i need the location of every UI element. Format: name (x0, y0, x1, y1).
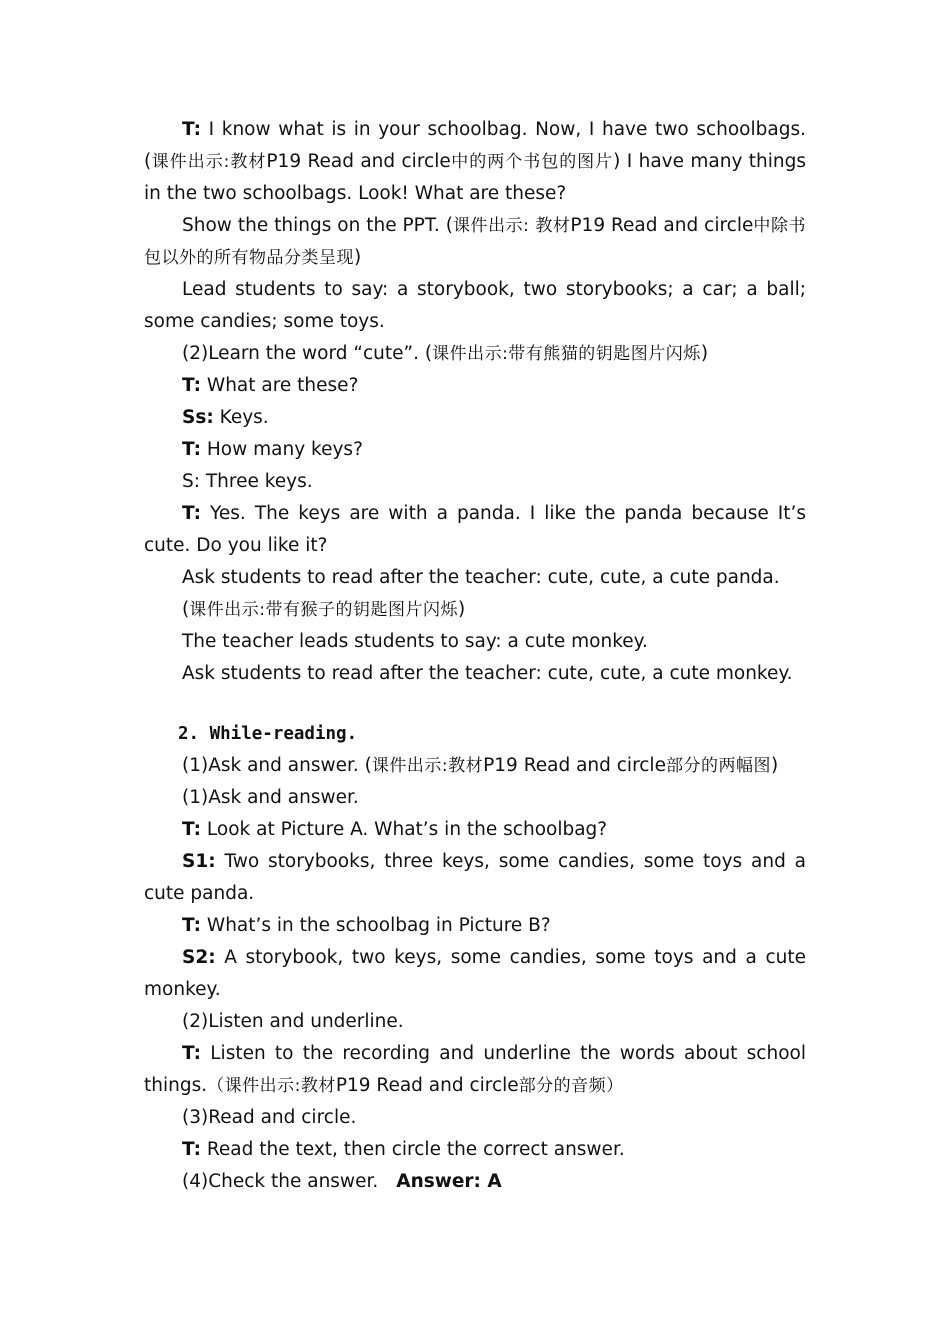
dialogue-line (144, 1134, 806, 1166)
paragraph-text: ) (700, 343, 709, 364)
document-body (144, 114, 806, 1198)
courseware-note: 课件出示: 教材 (452, 216, 571, 236)
speaker-label: T: (182, 1139, 202, 1160)
dialogue-text: Listen to the recording and underline the words about school things. (144, 1043, 806, 1096)
paragraph-text: ) I have many things in the two schoolbags. Look! What are these? (144, 151, 806, 204)
speaker-label: T: (182, 439, 202, 460)
courseware-note: （课件出示:教材 (207, 1076, 336, 1096)
answer-label: Answer: A (396, 1171, 502, 1192)
paragraph-ask-answer (144, 750, 806, 782)
paragraph-text: (2)Learn the word “cute”. ( (182, 343, 433, 364)
paragraph-listen-underline: (2)Listen and underline. (182, 1011, 404, 1032)
speaker-label: T: (182, 503, 202, 524)
dialogue-text: How many keys? (201, 439, 363, 460)
paragraph-text: P19 Read and circle (483, 755, 666, 776)
paragraph-text: ) (770, 755, 779, 776)
paragraph-text: (4)Check the answer. (182, 1171, 379, 1192)
speaker-label: T: (182, 1043, 202, 1064)
courseware-note: 部分的音频） (518, 1076, 624, 1096)
courseware-note: 中的两个书包的图片 (450, 152, 614, 172)
courseware-note: 课件出示:带有熊猫的钥匙图片闪烁 (432, 344, 701, 364)
dialogue-line (144, 942, 806, 1006)
courseware-note: 课件出示:带有猴子的钥匙图片闪烁 (189, 600, 458, 620)
dialogue-line (144, 434, 806, 466)
dialogue-text: What’s in the schoolbag in Picture B? (201, 915, 551, 936)
paragraph-ask-answer-2: (1)Ask and answer. (182, 787, 359, 808)
dialogue-text: A storybook, two keys, some candies, some toys and a cute monkey. (144, 947, 806, 1000)
spacer (144, 690, 806, 718)
dialogue-line (144, 814, 806, 846)
paragraph-lead-students: Lead students to say: a storybook, two storybooks; a car; a ball; some candies; some toys. (144, 279, 806, 332)
speaker-label: T: (182, 915, 202, 936)
courseware-note: 课件出示:教材 (371, 756, 484, 776)
paragraph-teacher-schoolbags (144, 114, 806, 210)
speaker-label: Ss: (182, 407, 214, 428)
dialogue-line (144, 846, 806, 910)
speaker-label: S2: (182, 947, 216, 968)
paragraph-read-panda: Ask students to read after the teacher: cute, cute, a cute panda. (182, 567, 780, 588)
dialogue-line (144, 910, 806, 942)
paragraph-courseware-monkey (144, 594, 806, 626)
paragraph-text: (1)Ask and answer. ( (182, 755, 372, 776)
paragraph-text: ) (354, 247, 362, 268)
courseware-note: 中除书包以外的所有物品分类呈现 (144, 216, 806, 268)
paragraph-text: ( (182, 599, 190, 620)
dialogue-line (144, 370, 806, 402)
dialogue-text: Two storybooks, three keys, some candies, some toys and a cute panda. (144, 851, 806, 904)
speaker-label: T: (182, 819, 202, 840)
speaker-label: S1: (182, 851, 216, 872)
dialogue-text: Read the text, then circle the correct answer. (201, 1139, 625, 1160)
paragraph-text: P19 Read and circle (570, 215, 754, 236)
dialogue-text: Yes. The keys are with a panda. I like the panda because It’s cute. Do you like it? (144, 503, 806, 556)
paragraph-show-things (144, 210, 806, 274)
courseware-note: 部分的两幅图 (665, 756, 771, 776)
section-heading: 2. While-reading. (178, 724, 358, 744)
paragraph-text: I know what is in your schoolbag. Now, I have two schoolbags. ( (144, 119, 806, 172)
dialogue-text: What are these? (201, 375, 359, 396)
dialogue-text: Look at Picture A. What’s in the schoolbag? (201, 819, 608, 840)
paragraph-text: Show the things on the PPT. ( (182, 215, 453, 236)
dialogue-line (144, 498, 806, 562)
paragraph-text: P19 Read and circle (335, 1075, 519, 1096)
paragraph-cute-monkey: The teacher leads students to say: a cute monkey. (182, 631, 648, 652)
dialogue-line (144, 402, 806, 434)
dialogue-text: Keys. (213, 407, 269, 428)
courseware-note: 课件出示:教材 (151, 152, 267, 172)
dialogue-line: S: Three keys. (182, 471, 313, 492)
paragraph-check-answer (144, 1166, 806, 1198)
paragraph-read-circle: (3)Read and circle. (182, 1107, 357, 1128)
paragraph-learn-cute (144, 338, 806, 370)
dialogue-line (144, 1038, 806, 1102)
paragraph-text: ) (457, 599, 466, 620)
paragraph-read-monkey: Ask students to read after the teacher: cute, cute, a cute monkey. (182, 663, 793, 684)
paragraph-text: P19 Read and circle (266, 151, 451, 172)
speaker-label: T: (182, 119, 202, 140)
speaker-label: T: (182, 375, 202, 396)
